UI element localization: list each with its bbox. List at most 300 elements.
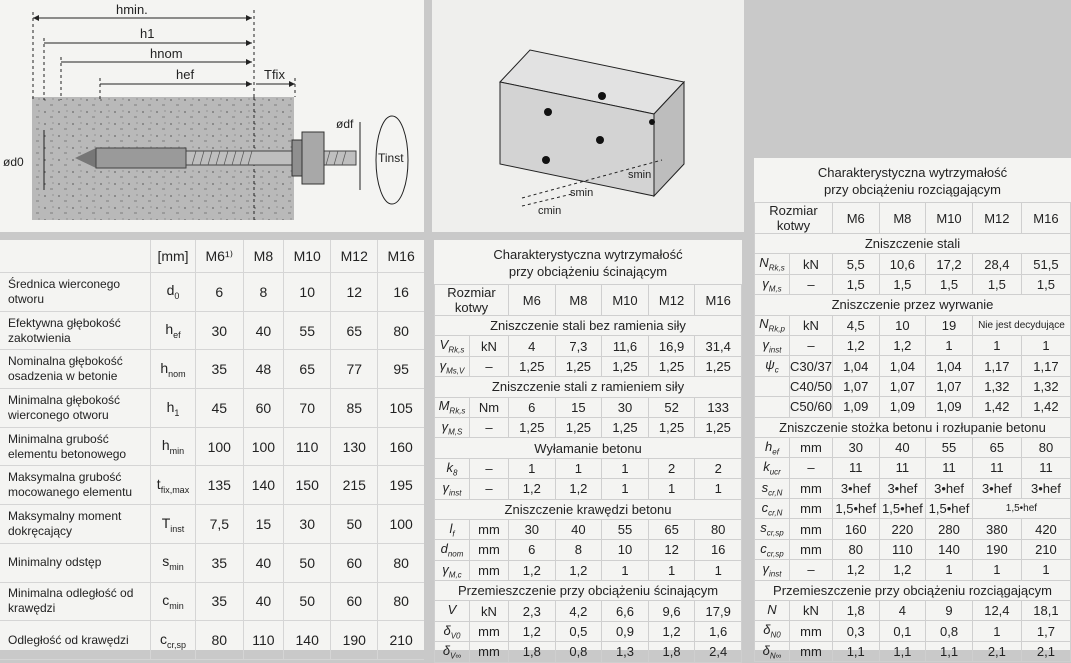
table-cell: 100: [378, 505, 424, 544]
table-cell: 9,6: [648, 601, 695, 621]
table-cell: 1,07: [879, 376, 926, 396]
table-cell: 8: [243, 273, 284, 312]
symbol-sub: min: [169, 445, 185, 456]
symbol-sub: inst: [449, 488, 462, 498]
table-cell: 1,25: [695, 356, 742, 376]
symbol-sub: Rk,s: [448, 345, 465, 355]
table-cell: 1,1: [832, 641, 879, 661]
row-unit: mm: [470, 560, 509, 580]
table-cell: 0,8: [926, 621, 973, 641]
symbol-main: h: [765, 438, 773, 454]
table-cell: 1,07: [926, 376, 973, 396]
tension-header-m12: M12: [972, 203, 1021, 234]
row-label: Minimalna odległość od krawędzi: [0, 582, 151, 621]
header-m8: M8: [243, 240, 284, 273]
table-cell: 3•hef: [1021, 478, 1070, 498]
table-cell: 35: [196, 350, 244, 389]
row-label: Maksymalna grubość mocowanego elementu: [0, 466, 151, 505]
symbol-sub: min: [169, 600, 184, 611]
symbol-main: γ: [762, 336, 770, 352]
row-unit: Nm: [470, 397, 509, 417]
table-cell: 195: [378, 466, 424, 505]
table-cell: 31,4: [695, 336, 742, 356]
table-row: [755, 560, 1071, 580]
tension-title: [754, 158, 1071, 202]
table-cell: 80: [378, 543, 424, 582]
section-header-row: [435, 377, 742, 397]
row-unit: –: [470, 356, 509, 376]
symbol-sub: 0: [174, 291, 180, 302]
table-cell: 420: [1021, 519, 1070, 539]
table-cell: 1,42: [972, 397, 1021, 417]
table-cell: 40: [879, 437, 926, 457]
header-unit: [mm]: [151, 240, 196, 273]
symbol-sub: cr,sp: [166, 639, 186, 650]
table-cell: 1: [972, 621, 1021, 641]
table-cell: 1,07: [832, 376, 879, 396]
table-row: [0, 273, 424, 312]
smin-label-2: smin: [570, 187, 594, 199]
table-cell: 1,5: [832, 274, 879, 294]
table-cell: 70: [284, 389, 331, 428]
row-symbol: [755, 539, 790, 559]
table-cell: 40: [243, 543, 284, 582]
symbol-main: δ: [443, 622, 451, 638]
table-row: [755, 356, 1071, 376]
row-symbol: [435, 336, 470, 356]
symbol-main: γ: [442, 480, 450, 496]
symbol-main: δ: [762, 642, 770, 658]
table-cell: 1,8: [832, 601, 879, 621]
symbol-main: k: [446, 459, 454, 475]
symbol-main: h: [160, 359, 169, 376]
symbol-sub: inst: [170, 523, 185, 534]
symbol-main: γ: [439, 357, 447, 373]
table-cell: 1: [972, 560, 1021, 580]
table-cell: 160: [832, 519, 879, 539]
row-symbol: [755, 641, 790, 661]
table-row: [0, 543, 424, 582]
row-unit: mm: [470, 642, 509, 662]
table-row: [0, 311, 424, 350]
table-cell: 30: [284, 505, 331, 544]
table-cell: 30: [602, 397, 649, 417]
symbol-sub: fix,max: [160, 484, 190, 495]
row-symbol: [755, 458, 790, 478]
symbol-sub: cr,sp: [766, 549, 784, 559]
row-unit: mm: [790, 621, 833, 641]
row-symbol: [151, 311, 196, 350]
row-symbol: [151, 582, 196, 621]
table-row: [435, 560, 742, 580]
table-cell: 4: [879, 601, 926, 621]
table-row: [755, 539, 1071, 559]
row-symbol: [435, 560, 470, 580]
symbol-main: γ: [441, 418, 449, 434]
table-cell: 52: [648, 397, 695, 417]
shear-header-m16: M16: [695, 285, 742, 316]
section-title: Zniszczenie przez wyrwanie: [755, 295, 1071, 315]
row-symbol: [755, 560, 790, 580]
row-unit: mm: [790, 437, 833, 457]
table-cell: 5,5: [832, 254, 879, 274]
table-cell: 1,1: [926, 641, 973, 661]
row-symbol: [755, 621, 790, 641]
table-cell: 6: [196, 273, 244, 312]
table-cell: 1,2: [832, 335, 879, 355]
table-cell: 100: [243, 427, 284, 466]
header-m12: M12: [331, 240, 378, 273]
table-cell: 1,6: [695, 621, 742, 641]
symbol-main: γ: [442, 561, 449, 577]
symbol-sub: inst: [769, 569, 782, 579]
table-cell: 0,9: [602, 621, 649, 641]
table-cell: 1,04: [926, 356, 973, 376]
row-unit: –: [790, 274, 833, 294]
section-title: Zniszczenie stali: [755, 234, 1071, 254]
row-label: Minimalna głębokość wierconego otworu: [0, 389, 151, 428]
spacing-drawing: [432, 0, 744, 232]
symbol-main: h: [166, 398, 175, 415]
header-m6: M6¹⁾: [196, 240, 244, 273]
table-cell: 1: [509, 458, 556, 478]
anchor-cross-section-drawing: [0, 0, 424, 232]
row-symbol: [151, 273, 196, 312]
symbol-main: γ: [762, 561, 770, 577]
table-cell: Nie jest decydujące: [972, 315, 1070, 335]
table-row: [0, 427, 424, 466]
symbol-main: s: [760, 520, 767, 536]
tension-header-m8: M8: [879, 203, 926, 234]
table-cell: 220: [879, 519, 926, 539]
row-unit: kN: [790, 315, 833, 335]
symbol-main: T: [161, 514, 171, 531]
row-unit: C30/37: [790, 356, 833, 376]
table-cell: 1,25: [509, 417, 556, 437]
table-cell: 51,5: [1021, 254, 1070, 274]
table-cell: 1: [695, 479, 742, 499]
symbol-main: N: [759, 255, 769, 271]
symbol-main: t: [156, 475, 161, 492]
row-unit: C40/50: [790, 376, 833, 396]
table-cell: 190: [972, 539, 1021, 559]
table-cell: 1: [1021, 560, 1070, 580]
shear-header-row: [435, 285, 742, 316]
tfix-label: Tfix: [264, 67, 285, 82]
row-symbol: [151, 427, 196, 466]
row-unit: –: [790, 458, 833, 478]
symbol-main: δ: [442, 643, 451, 659]
table-cell: 60: [243, 389, 284, 428]
table-cell: 2: [695, 458, 742, 478]
table-cell: 7,3: [555, 336, 602, 356]
row-unit: mm: [790, 478, 833, 498]
table-cell: 1,17: [1021, 356, 1070, 376]
row-symbol: [755, 335, 790, 355]
table-cell: 1,25: [555, 356, 602, 376]
tension-title-line2: przy obciążeniu rozciągającym: [823, 182, 1002, 197]
table-cell: 40: [243, 311, 284, 350]
table-cell: 1: [972, 335, 1021, 355]
table-cell: 2,4: [695, 642, 742, 662]
symbol-main: V: [447, 602, 457, 618]
header-m16: M16: [378, 240, 424, 273]
row-unit: –: [790, 560, 833, 580]
tension-header-m6: M6: [832, 203, 879, 234]
table-row: [0, 350, 424, 389]
symbol-main: h: [161, 437, 170, 454]
table-row: [0, 621, 424, 660]
section-header-row: [435, 316, 742, 336]
table-cell: 19: [926, 315, 973, 335]
symbol-main: d: [166, 282, 175, 299]
row-symbol: [435, 356, 470, 376]
row-symbol: [755, 254, 790, 274]
table-cell: 15: [555, 397, 602, 417]
table-cell: 1,32: [972, 376, 1021, 396]
table-cell: 3•hef: [879, 478, 926, 498]
table-cell: 1,25: [555, 417, 602, 437]
table-cell: 10,6: [879, 254, 926, 274]
row-symbol: [435, 621, 470, 641]
table-cell: 1,2: [832, 560, 879, 580]
table-row: [435, 601, 742, 621]
table-cell: 160: [378, 427, 424, 466]
symbol-sub: cr,N: [768, 488, 783, 498]
row-symbol: [755, 478, 790, 498]
table-cell: 1,09: [926, 397, 973, 417]
symbol-main: l: [449, 520, 453, 536]
row-unit: mm: [790, 539, 833, 559]
table-cell: 1,2: [879, 560, 926, 580]
symbol-sub: Rk,p: [768, 325, 785, 335]
table-cell: 1,25: [509, 356, 556, 376]
symbol-sub: Ms,V: [446, 366, 465, 376]
row-symbol: [435, 642, 470, 662]
table-cell: 16: [695, 540, 742, 560]
table-cell: 28,4: [972, 254, 1021, 274]
table-cell: 2,1: [1021, 641, 1070, 661]
section-header-row: [435, 499, 742, 519]
table-row: [755, 376, 1071, 396]
table-cell: 380: [972, 519, 1021, 539]
section-header-row: [755, 295, 1071, 315]
table-cell: 100: [196, 427, 244, 466]
tension-title-line1: Charakterystyczna wytrzymałość: [817, 165, 1008, 180]
table-cell: 130: [331, 427, 378, 466]
table-cell: 1: [648, 560, 695, 580]
table-cell: 6: [509, 540, 556, 560]
table-cell: 190: [331, 621, 378, 660]
table-cell: 80: [695, 519, 742, 539]
table-cell: 11: [879, 458, 926, 478]
symbol-main: s: [761, 479, 769, 495]
table-row: [435, 397, 742, 417]
section-title: Zniszczenie krawędzi betonu: [435, 499, 742, 519]
table-cell: 30: [509, 519, 556, 539]
symbol-main: c: [162, 591, 170, 608]
table-cell: 140: [926, 539, 973, 559]
table-row: [435, 519, 742, 539]
symbol-sub: N∞: [769, 651, 782, 661]
row-unit: mm: [790, 499, 833, 519]
tension-header-m16: M16: [1021, 203, 1070, 234]
table-cell: 0,5: [555, 621, 602, 641]
table-row: [0, 582, 424, 621]
table-cell: 110: [284, 427, 331, 466]
table-row: [755, 458, 1071, 478]
symbol-main: N: [767, 601, 777, 617]
table-cell: 11: [926, 458, 973, 478]
table-cell: 35: [196, 543, 244, 582]
symbol-main: c: [760, 540, 767, 556]
symbol-sub: ucr: [769, 467, 781, 477]
row-unit: kN: [470, 601, 509, 621]
shear-header-m6: M6: [509, 285, 556, 316]
table-cell: 3•hef: [832, 478, 879, 498]
table-cell: 1,32: [1021, 376, 1070, 396]
table-cell: 1,04: [879, 356, 926, 376]
row-symbol: [435, 601, 470, 621]
table-cell: 11,6: [602, 336, 649, 356]
table-cell: 2,1: [972, 641, 1021, 661]
table-cell: 1: [1021, 335, 1070, 355]
symbol-main: k: [763, 459, 770, 475]
symbol-main: γ: [762, 275, 769, 291]
shear-header-m12: M12: [648, 285, 695, 316]
symbol-main: c: [159, 630, 167, 647]
table-cell: 1,25: [602, 417, 649, 437]
hnom-label: hnom: [150, 46, 183, 61]
row-unit: mm: [470, 540, 509, 560]
table-cell: 1: [602, 479, 649, 499]
table-cell: 30: [196, 311, 244, 350]
anchor-drawing-panel: [0, 0, 424, 232]
table-row: [755, 641, 1071, 661]
table-cell: 210: [1021, 539, 1070, 559]
table-cell: 6,6: [602, 601, 649, 621]
table-cell: 1: [602, 560, 649, 580]
table-cell: 45: [196, 389, 244, 428]
dimensions-header-row: [0, 240, 424, 273]
symbol-main: s: [162, 553, 170, 570]
row-symbol: [151, 505, 196, 544]
table-cell: 50: [331, 505, 378, 544]
symbol-sub: ef: [173, 329, 181, 340]
section-title: Zniszczenie stożka betonu i rozłupanie betonu: [755, 417, 1071, 437]
section-title: Zniszczenie stali z ramieniem siły: [435, 377, 742, 397]
shear-title-line2: przy obciążeniu ścinającym: [508, 264, 668, 279]
table-cell: 1,1: [879, 641, 926, 661]
table-cell: 1,3: [602, 642, 649, 662]
dimensions-panel: [0, 240, 424, 650]
table-cell: 65: [648, 519, 695, 539]
table-cell: 1,5: [1021, 274, 1070, 294]
symbol-sub: M,c: [448, 570, 462, 580]
table-cell: 2: [648, 458, 695, 478]
symbol-sub: N0: [770, 630, 781, 640]
symbol-sub: nom: [447, 549, 464, 559]
row-symbol: [755, 437, 790, 457]
section-title: Wyłamanie betonu: [435, 438, 742, 458]
table-row: [435, 642, 742, 662]
table-row: [435, 540, 742, 560]
table-cell: 0,3: [832, 621, 879, 641]
table-row: [435, 417, 742, 437]
table-cell: 1,5: [972, 274, 1021, 294]
symbol-sub: M,s: [768, 284, 782, 294]
header-m10: M10: [284, 240, 331, 273]
table-cell: 1,5: [926, 274, 973, 294]
shear-header-m10: M10: [602, 285, 649, 316]
row-unit: –: [470, 479, 509, 499]
h1-label: h1: [140, 26, 155, 41]
table-row: [755, 254, 1071, 274]
table-cell: 65: [284, 350, 331, 389]
symbol-main: ψ: [765, 357, 775, 373]
table-cell: 17,9: [695, 601, 742, 621]
table-cell: 150: [284, 466, 331, 505]
table-cell: 1,2: [555, 560, 602, 580]
row-symbol: [755, 499, 790, 519]
table-cell: 1,2: [509, 621, 556, 641]
row-symbol: [435, 417, 470, 437]
tension-header-m10: M10: [926, 203, 973, 234]
table-cell: 3•hef: [972, 478, 1021, 498]
table-cell: 1,2: [509, 560, 556, 580]
symbol-sub: M,S: [448, 427, 463, 437]
table-cell: 1,5•hef: [972, 499, 1070, 519]
symbol-sub: cr,N: [768, 508, 783, 518]
shear-title-line1: Charakterystyczna wytrzymałość: [493, 247, 683, 262]
shear-header-m8: M8: [555, 285, 602, 316]
table-cell: 1,2: [648, 621, 695, 641]
table-cell: 4,2: [555, 601, 602, 621]
table-cell: 30: [832, 437, 879, 457]
row-unit: mm: [790, 641, 833, 661]
row-symbol: [151, 543, 196, 582]
d0-label: ød0: [3, 155, 24, 169]
table-row: [755, 397, 1071, 417]
table-row: [755, 315, 1071, 335]
table-cell: 1,25: [648, 417, 695, 437]
symbol-sub: V∞: [450, 651, 462, 661]
symbol-sub: ef: [772, 447, 779, 457]
table-cell: 48: [243, 350, 284, 389]
row-label: Średnica wierconego otworu: [0, 273, 151, 312]
row-symbol: [151, 350, 196, 389]
table-row: [755, 478, 1071, 498]
table-cell: 12,4: [972, 601, 1021, 621]
shear-table: [434, 284, 742, 663]
row-symbol: [755, 601, 790, 621]
row-unit: mm: [790, 519, 833, 539]
table-cell: 10: [602, 540, 649, 560]
table-row: [435, 479, 742, 499]
table-cell: 80: [378, 582, 424, 621]
table-cell: 1,2: [879, 335, 926, 355]
table-cell: 1: [926, 335, 973, 355]
table-cell: 105: [378, 389, 424, 428]
table-cell: 55: [926, 437, 973, 457]
table-row: [755, 621, 1071, 641]
table-cell: 1,2: [509, 479, 556, 499]
table-cell: 16: [378, 273, 424, 312]
table-cell: 11: [832, 458, 879, 478]
row-symbol: [151, 389, 196, 428]
table-cell: 77: [331, 350, 378, 389]
table-row: [0, 505, 424, 544]
